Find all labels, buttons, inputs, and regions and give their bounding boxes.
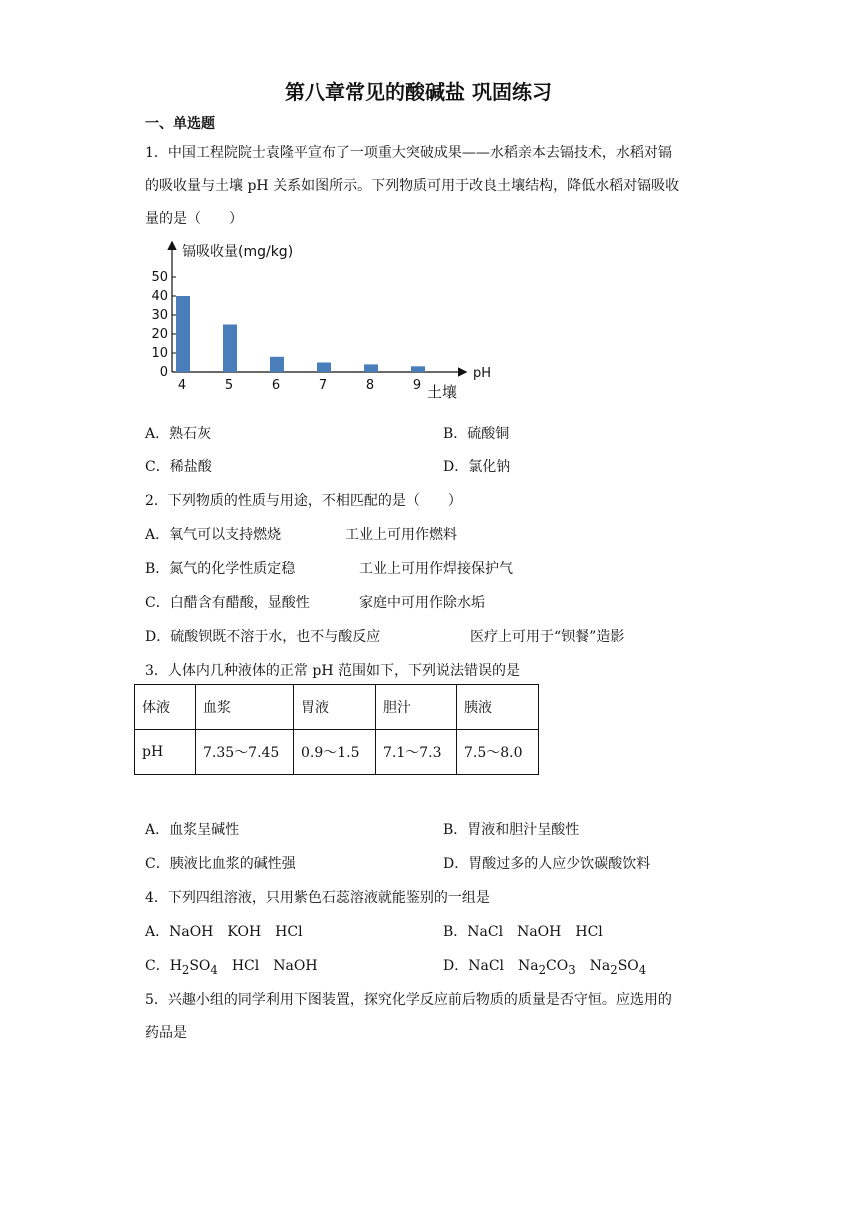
x-tick-label: 7 bbox=[318, 378, 328, 393]
q2-option-c-use: 家庭中可用作除水垢 bbox=[359, 595, 485, 611]
q3-option-c: C．胰液比血浆的碱性强 bbox=[145, 856, 296, 872]
q2-option-b-use: 工业上可用作焊接保护气 bbox=[359, 561, 513, 577]
q5-line-2: 药品是 bbox=[145, 1025, 187, 1041]
q1-line-3: 量的是（ ） bbox=[145, 211, 243, 227]
table-row bbox=[135, 730, 539, 775]
bar-ph-5 bbox=[223, 325, 237, 373]
q4-option-b: B．NaCl NaOH HCl bbox=[443, 924, 603, 940]
y-tick-label: 40 bbox=[151, 289, 168, 304]
table-cell: 体液 bbox=[135, 685, 196, 730]
bar-ph-8 bbox=[364, 364, 378, 372]
y-tick-label: 10 bbox=[151, 346, 168, 361]
q4-stem: 4．下列四组溶液，只用紫色石蕊溶液就能鉴别的一组是 bbox=[145, 890, 490, 906]
x-axis-label: pH bbox=[473, 366, 492, 381]
q1-line-2: 的吸收量与土壤 pH 关系如图所示。下列物质可用于改良土壤结构，降低水稻对镉吸收 bbox=[145, 178, 680, 194]
q3-option-b: B．胃液和胆汁呈酸性 bbox=[443, 822, 580, 838]
bar-ph-9 bbox=[411, 366, 425, 372]
table-cell: pH bbox=[135, 730, 196, 775]
q3-stem: 3．人体内几种液体的正常 pH 范围如下，下列说法错误的是 bbox=[145, 663, 520, 679]
x-tick-label: 9 bbox=[412, 378, 422, 393]
q2-option-a-use: 工业上可用作燃料 bbox=[345, 527, 457, 543]
y-tick-label: 20 bbox=[151, 327, 168, 342]
table-cell: 血浆 bbox=[196, 685, 294, 730]
y-tick-label: 30 bbox=[151, 308, 168, 323]
y-axis-label: 镉吸收量(mg/kg) bbox=[182, 244, 294, 260]
q4-option-c: C．$H_2SO_4$ HCl NaOH bbox=[145, 958, 318, 977]
table-cell: 0.9～1.5 bbox=[294, 730, 376, 775]
ph-table bbox=[134, 684, 539, 775]
q1-line-1: 1．中国工程院院士袁隆平宣布了一项重大突破成果——水稻亲本去镉技术，水稻对镉 bbox=[145, 145, 672, 161]
y-tick-label: 50 bbox=[151, 270, 168, 285]
x-tick-label: 8 bbox=[365, 378, 375, 393]
q2-option-c-property: C．白醋含有醋酸，显酸性 bbox=[145, 595, 310, 611]
q2-option-a-property: A．氧气可以支持燃烧 bbox=[145, 527, 282, 543]
q2-option-d-use: 医疗上可用于“钡餐”造影 bbox=[470, 629, 625, 645]
page-title: 第八章常见的酸碱盐 巩固练习 bbox=[285, 80, 552, 104]
bar-ph-6 bbox=[270, 357, 284, 372]
q3-option-d: D．胃酸过多的人应少饮碳酸饮料 bbox=[443, 856, 651, 872]
q2-option-b-property: B．氮气的化学性质定稳 bbox=[145, 561, 296, 577]
q1-option-b: B．硫酸铜 bbox=[443, 426, 510, 442]
bar-ph-7 bbox=[317, 363, 331, 373]
x-tick-label: 6 bbox=[271, 378, 281, 393]
q4-option-d: D．NaCl $Na_2CO_3$ $Na_2SO_4$ bbox=[443, 958, 647, 977]
x-axis-sublabel: 土壤 bbox=[427, 383, 458, 401]
cadmium-ph-bar-chart bbox=[140, 238, 510, 408]
x-tick-label: 5 bbox=[224, 378, 234, 393]
q1-option-a: A．熟石灰 bbox=[145, 426, 212, 442]
table-cell: 胆汁 bbox=[376, 685, 457, 730]
section-heading: 一、单选题 bbox=[145, 116, 215, 132]
table-cell: 胃液 bbox=[294, 685, 376, 730]
q1-option-c: C．稀盐酸 bbox=[145, 459, 212, 475]
bar-ph-4 bbox=[176, 296, 190, 372]
q5-line-1: 5．兴趣小组的同学利用下图装置，探究化学反应前后物质的质量是否守恒。应选用的 bbox=[145, 992, 672, 1008]
y-tick-label: 0 bbox=[159, 365, 168, 380]
x-tick-label: 4 bbox=[177, 378, 187, 393]
q2-option-d-property: D．硫酸钡既不溶于水，也不与酸反应 bbox=[145, 629, 381, 645]
table-cell: 胰液 bbox=[457, 685, 539, 730]
q4-option-a: A．NaOH KOH HCl bbox=[145, 924, 303, 940]
table-cell: 7.1～7.3 bbox=[376, 730, 457, 775]
table-cell: 7.5～8.0 bbox=[457, 730, 539, 775]
q3-option-a: A．血浆呈碱性 bbox=[145, 822, 240, 838]
q1-option-d: D．氯化钠 bbox=[443, 459, 511, 475]
q2-stem: 2．下列物质的性质与用途，不相匹配的是（ ） bbox=[145, 493, 462, 509]
table-row bbox=[135, 685, 539, 730]
table-cell: 7.35～7.45 bbox=[196, 730, 294, 775]
